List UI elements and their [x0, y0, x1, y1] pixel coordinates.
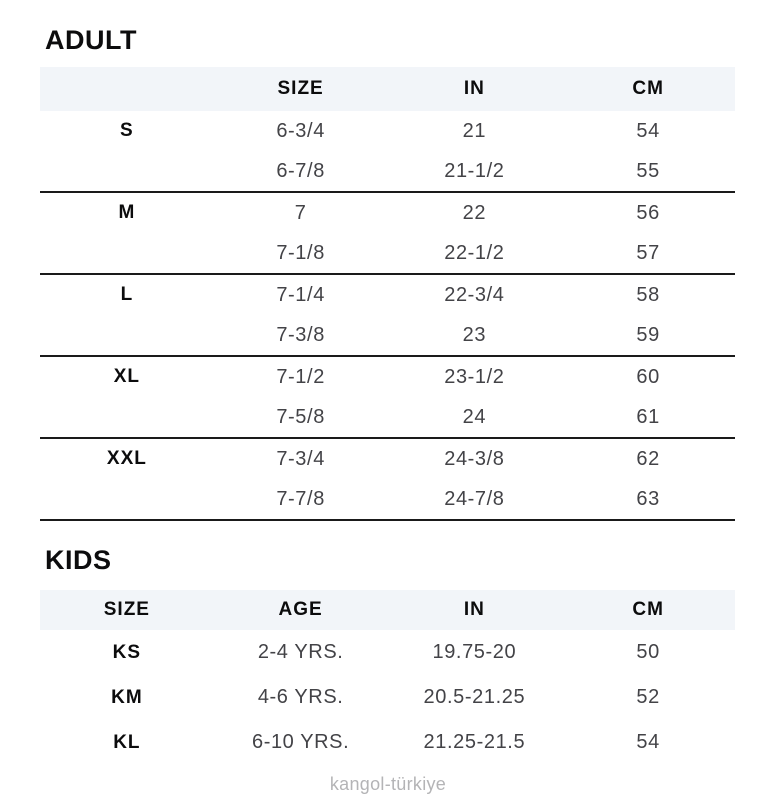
kids-size-label: KM	[111, 686, 143, 708]
adult-row	[40, 233, 735, 274]
size-group-label	[40, 397, 214, 438]
size-group-label	[40, 479, 214, 520]
adult-header-in: IN	[388, 67, 562, 111]
cm-cell: 52	[636, 686, 660, 708]
adult-row	[40, 479, 735, 520]
cm-cell: 56	[636, 201, 660, 224]
hat-size-cell: 7-7/8	[214, 479, 388, 520]
size-group-label	[40, 151, 214, 192]
cm-cell: 59	[561, 315, 735, 356]
hat-size-cell: 7	[294, 201, 307, 224]
hat-size-cell: 7-3/4	[276, 447, 325, 470]
adult-header-row	[40, 67, 735, 111]
inches-cell: 21.25-21.5	[423, 731, 526, 753]
size-group-label: XL	[113, 366, 141, 387]
cm-cell: 54	[636, 119, 660, 142]
cm-cell: 60	[636, 365, 660, 388]
age-cell: 4-6 YRS.	[257, 686, 344, 708]
kids-size-label: KS	[112, 641, 142, 663]
hat-size-cell: 7-3/8	[214, 315, 388, 356]
adult-size-table	[40, 67, 735, 521]
inches-cell: 24	[388, 397, 562, 438]
inches-cell: 22-3/4	[444, 283, 505, 306]
inches-cell: 24-7/8	[388, 479, 562, 520]
age-cell: 2-4 YRS.	[257, 641, 344, 663]
size-group-label: M	[118, 202, 136, 223]
kids-header-cm: CM	[561, 590, 735, 630]
adult-row	[40, 111, 735, 151]
cm-cell: 54	[636, 731, 660, 753]
site-watermark-text: kangol-türkiye	[329, 774, 447, 794]
hat-size-cell: 7-1/4	[276, 283, 325, 306]
cm-cell: 55	[561, 151, 735, 192]
hat-size-cell: 7-5/8	[214, 397, 388, 438]
size-chart-page	[0, 27, 776, 803]
kids-section-title: KIDS	[45, 545, 112, 575]
adult-row	[40, 315, 735, 356]
hat-size-cell: 7-1/8	[214, 233, 388, 274]
kids-table-header	[40, 590, 735, 630]
kids-size-table	[40, 590, 735, 765]
adult-table-header	[40, 67, 735, 111]
size-group-label: L	[120, 284, 134, 305]
cm-cell: 62	[636, 447, 660, 470]
cm-cell: 50	[636, 641, 660, 663]
inches-cell: 21-1/2	[388, 151, 562, 192]
kids-row	[40, 720, 735, 765]
size-group-label	[40, 233, 214, 274]
kids-row	[40, 675, 735, 720]
cm-cell: 57	[561, 233, 735, 274]
adult-header-size: SIZE	[214, 67, 388, 111]
adult-row	[40, 274, 735, 315]
kids-header-size: SIZE	[40, 590, 214, 630]
adult-row	[40, 151, 735, 192]
hat-size-cell: 7-1/2	[276, 365, 325, 388]
adult-header-blank	[40, 67, 214, 111]
hat-size-cell: 6-3/4	[276, 119, 325, 142]
adult-section-title: ADULT	[45, 25, 137, 55]
adult-header-cm: CM	[561, 67, 735, 111]
kids-size-label: KL	[113, 731, 141, 753]
adult-row	[40, 192, 735, 233]
inches-cell: 22-1/2	[388, 233, 562, 274]
inches-cell: 20.5-21.25	[423, 686, 526, 708]
inches-cell: 21	[462, 119, 487, 142]
inches-cell: 22	[462, 201, 487, 224]
age-cell: 6-10 YRS.	[251, 731, 350, 753]
inches-cell: 24-3/8	[444, 447, 505, 470]
size-group-label: S	[120, 120, 134, 141]
kids-row	[40, 630, 735, 675]
kids-header-row	[40, 590, 735, 630]
size-group-label	[40, 315, 214, 356]
inches-cell: 19.75-20	[432, 641, 517, 663]
adult-row	[40, 356, 735, 397]
adult-row	[40, 397, 735, 438]
cm-cell: 63	[561, 479, 735, 520]
size-group-label: XXL	[106, 448, 147, 469]
cm-cell: 58	[636, 283, 660, 306]
adult-row	[40, 438, 735, 479]
cm-cell: 61	[561, 397, 735, 438]
kids-header-age: AGE	[214, 590, 388, 630]
kids-header-in: IN	[388, 590, 562, 630]
hat-size-cell: 6-7/8	[214, 151, 388, 192]
inches-cell: 23-1/2	[444, 365, 505, 388]
inches-cell: 23	[388, 315, 562, 356]
